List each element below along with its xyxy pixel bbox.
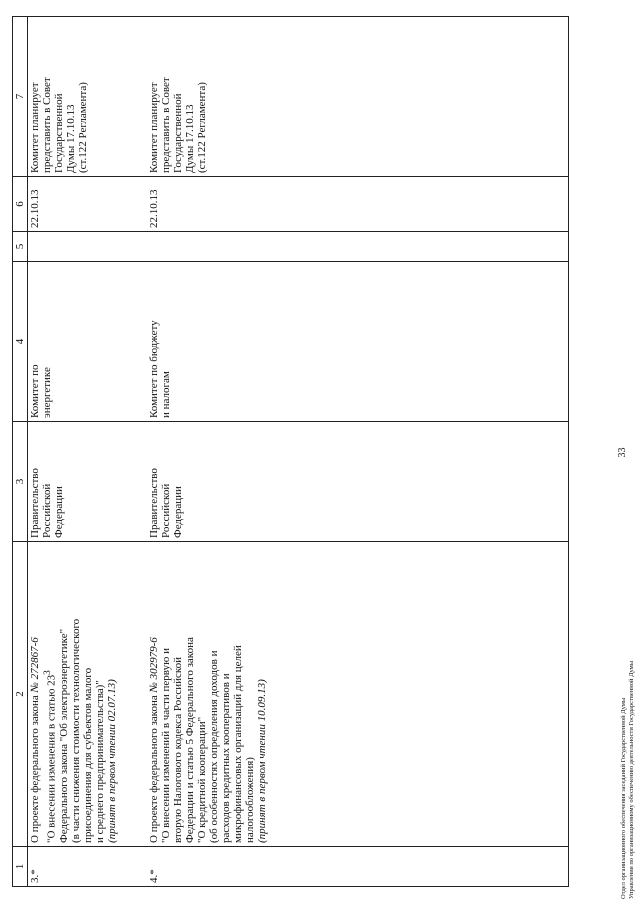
column-header: 6 bbox=[13, 177, 28, 232]
table-row bbox=[147, 17, 269, 887]
column-header: 2 bbox=[13, 542, 28, 847]
page-number: 33 bbox=[617, 447, 628, 458]
row-spacer bbox=[119, 17, 147, 887]
column-header: 1 bbox=[13, 847, 28, 887]
initiator: Правительство Российской Федерации bbox=[28, 422, 119, 542]
date-cell: 22.10.13 bbox=[28, 177, 119, 232]
committee-note: Комитет планирует представить в Совет Государственной Думы 17.10.13 (ст.122 Регламента) bbox=[28, 17, 119, 177]
row-number: 4.* bbox=[147, 847, 269, 887]
committee: Комитет по бюджету и налогам bbox=[147, 262, 269, 422]
column-5-cell bbox=[28, 232, 119, 262]
column-header: 4 bbox=[13, 262, 28, 422]
date-cell: 22.10.13 bbox=[147, 177, 269, 232]
column-number-row bbox=[13, 17, 28, 887]
column-header: 5 bbox=[13, 232, 28, 262]
table-empty-space bbox=[269, 17, 569, 887]
initiator: Правительство Российской Федерации bbox=[147, 422, 269, 542]
bill-description: О проекте федерального закона № 272867-6 "О внесении изменения в статью $23^3$ Федерального закона "Об электроэнергетике" (в части снижения стоимости технологического присоединения для субъектов малого и среднего предпринимательства)" (принят в первом чтении 02.07.13) bbox=[28, 542, 119, 847]
reading-status: (принят в первом чтении 02.07.13) bbox=[105, 679, 118, 843]
column-5-cell bbox=[147, 232, 269, 262]
committee: Комитет по энергетике bbox=[28, 262, 119, 422]
table-row bbox=[28, 17, 119, 887]
bill-number: № 302979-6 bbox=[147, 637, 160, 693]
bill-number: № 272867-6 bbox=[29, 637, 41, 693]
footer-note: Отдел организационного обеспечения заседаний Государственной Думы Управления по организационному обеспечению деятельности Государственной Думы bbox=[620, 660, 635, 899]
agenda-table bbox=[12, 16, 569, 887]
reading-status: (принят в первом чтении 10.09.13) bbox=[255, 679, 268, 843]
column-header: 3 bbox=[13, 422, 28, 542]
row-number: 3.* bbox=[28, 847, 119, 887]
committee-note: Комитет планирует представить в Совет Государственной Думы 17.10.13 (ст.122 Регламента) bbox=[147, 17, 269, 177]
bill-description: О проекте федерального закона № 302979-6 "О внесении изменений в части первую и вторую Налогового кодекса Российской Федерации и статью 5 Федерального закона "О кредитной кооперации" (об особенностях определения доходов и расходов кредитных кооперативов и микрофинансовых организаций для целей налогообложения) (принят в первом чтении 10.09.13) bbox=[147, 542, 269, 847]
column-header: 7 bbox=[13, 17, 28, 177]
